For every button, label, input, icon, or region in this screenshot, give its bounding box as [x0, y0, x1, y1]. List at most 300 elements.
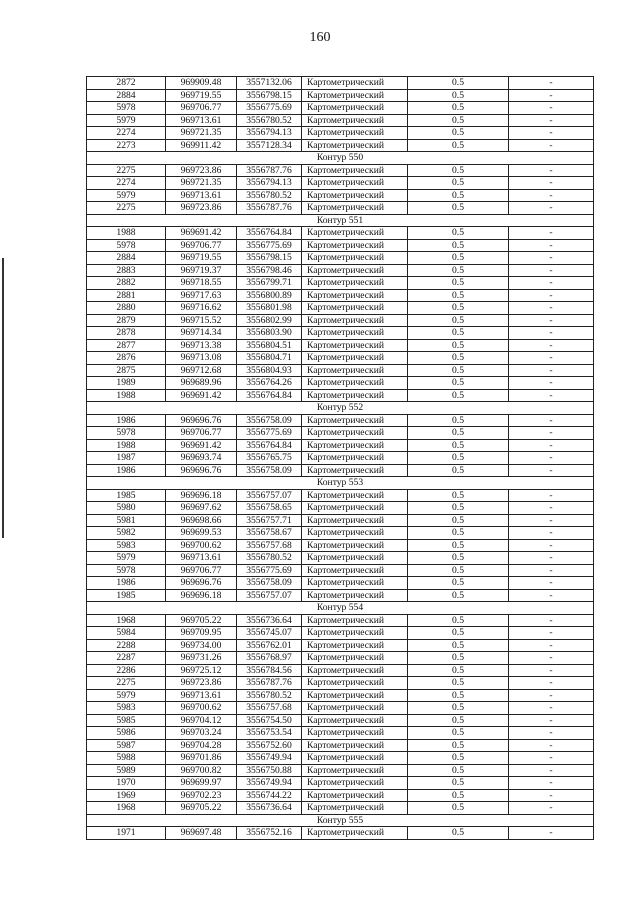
y-coordinate-cell: 3556757.71: [237, 514, 302, 527]
method-cell: Картометрический: [302, 589, 408, 602]
x-coordinate-cell: 969696.18: [166, 489, 237, 502]
method-cell: Картометрический: [302, 714, 408, 727]
point-number-cell: 2286: [87, 664, 166, 677]
description-cell: -: [509, 827, 594, 840]
method-cell: Картометрический: [302, 139, 408, 152]
method-cell: Картометрический: [302, 489, 408, 502]
x-coordinate-cell: 969713.38: [166, 339, 237, 352]
method-cell: Картометрический: [302, 439, 408, 452]
y-coordinate-cell: 3556775.69: [237, 102, 302, 115]
method-cell: Картометрический: [302, 164, 408, 177]
description-cell: -: [509, 689, 594, 702]
point-number-cell: 1970: [87, 777, 166, 790]
accuracy-cell: 0.5: [408, 177, 509, 190]
point-number-cell: 1971: [87, 827, 166, 840]
description-cell: -: [509, 339, 594, 352]
y-coordinate-cell: 3556775.69: [237, 564, 302, 577]
point-number-cell: 5989: [87, 764, 166, 777]
description-cell: -: [509, 514, 594, 527]
x-coordinate-cell: 969702.23: [166, 789, 237, 802]
x-coordinate-cell: 969716.62: [166, 302, 237, 315]
y-coordinate-cell: 3556736.64: [237, 614, 302, 627]
x-coordinate-cell: 969700.62: [166, 539, 237, 552]
x-coordinate-cell: 969698.66: [166, 514, 237, 527]
method-cell: Картометрический: [302, 827, 408, 840]
table-row: [87, 664, 594, 677]
x-coordinate-cell: 969696.76: [166, 577, 237, 590]
y-coordinate-cell: 3556764.84: [237, 439, 302, 452]
point-number-cell: 2875: [87, 364, 166, 377]
y-coordinate-cell: 3556775.69: [237, 239, 302, 252]
description-cell: -: [509, 802, 594, 815]
y-coordinate-cell: 3556798.15: [237, 89, 302, 102]
method-cell: Картометрический: [302, 652, 408, 665]
description-cell: -: [509, 739, 594, 752]
coordinates-table-wrapper: [86, 76, 560, 840]
point-number-cell: 2275: [87, 202, 166, 215]
contour-header-row: [87, 214, 594, 227]
contour-header: Контур 554: [87, 602, 594, 615]
description-cell: -: [509, 777, 594, 790]
table-row: [87, 102, 594, 115]
method-cell: Картометрический: [302, 764, 408, 777]
point-number-cell: 2884: [87, 252, 166, 265]
method-cell: Картометрический: [302, 427, 408, 440]
table-row: [87, 502, 594, 515]
description-cell: -: [509, 427, 594, 440]
table-row: [87, 552, 594, 565]
description-cell: -: [509, 127, 594, 140]
accuracy-cell: 0.5: [408, 102, 509, 115]
x-coordinate-cell: 969723.86: [166, 202, 237, 215]
accuracy-cell: 0.5: [408, 114, 509, 127]
description-cell: -: [509, 439, 594, 452]
description-cell: -: [509, 177, 594, 190]
page-number: 160: [309, 30, 331, 45]
point-number-cell: 1985: [87, 489, 166, 502]
method-cell: Картометрический: [302, 577, 408, 590]
x-coordinate-cell: 969700.62: [166, 702, 237, 715]
method-cell: Картометрический: [302, 739, 408, 752]
method-cell: Картометрический: [302, 777, 408, 790]
y-coordinate-cell: 3556758.09: [237, 414, 302, 427]
accuracy-cell: 0.5: [408, 677, 509, 690]
method-cell: Картометрический: [302, 639, 408, 652]
table-row: [87, 364, 594, 377]
description-cell: -: [509, 277, 594, 290]
y-coordinate-cell: 3556744.22: [237, 789, 302, 802]
point-number-cell: 1968: [87, 802, 166, 815]
y-coordinate-cell: 3556764.26: [237, 377, 302, 390]
method-cell: Картометрический: [302, 177, 408, 190]
x-coordinate-cell: 969709.95: [166, 627, 237, 640]
table-row: [87, 777, 594, 790]
y-coordinate-cell: 3556798.46: [237, 264, 302, 277]
accuracy-cell: 0.5: [408, 564, 509, 577]
point-number-cell: 5978: [87, 239, 166, 252]
point-number-cell: 2275: [87, 677, 166, 690]
method-cell: Картометрический: [302, 614, 408, 627]
table-row: [87, 89, 594, 102]
point-number-cell: 5979: [87, 689, 166, 702]
point-number-cell: 2877: [87, 339, 166, 352]
point-number-cell: 5978: [87, 564, 166, 577]
accuracy-cell: 0.5: [408, 439, 509, 452]
x-coordinate-cell: 969703.24: [166, 727, 237, 740]
y-coordinate-cell: 3556804.51: [237, 339, 302, 352]
x-coordinate-cell: 969705.22: [166, 802, 237, 815]
method-cell: Картометрический: [302, 264, 408, 277]
table-row: [87, 652, 594, 665]
method-cell: Картометрический: [302, 227, 408, 240]
point-number-cell: 5979: [87, 552, 166, 565]
point-number-cell: 1987: [87, 452, 166, 465]
accuracy-cell: 0.5: [408, 764, 509, 777]
table-row: [87, 239, 594, 252]
accuracy-cell: 0.5: [408, 464, 509, 477]
method-cell: Картометрический: [302, 502, 408, 515]
method-cell: Картометрический: [302, 77, 408, 90]
table-row: [87, 302, 594, 315]
point-number-cell: 5983: [87, 702, 166, 715]
table-row: [87, 752, 594, 765]
x-coordinate-cell: 969704.28: [166, 739, 237, 752]
x-coordinate-cell: 969713.61: [166, 689, 237, 702]
accuracy-cell: 0.5: [408, 314, 509, 327]
accuracy-cell: 0.5: [408, 727, 509, 740]
accuracy-cell: 0.5: [408, 827, 509, 840]
table-row: [87, 564, 594, 577]
x-coordinate-cell: 969691.42: [166, 439, 237, 452]
description-cell: -: [509, 639, 594, 652]
point-number-cell: 1988: [87, 439, 166, 452]
method-cell: Картометрический: [302, 689, 408, 702]
y-coordinate-cell: 3556768.97: [237, 652, 302, 665]
y-coordinate-cell: 3556757.68: [237, 702, 302, 715]
y-coordinate-cell: 3556749.94: [237, 777, 302, 790]
accuracy-cell: 0.5: [408, 664, 509, 677]
y-coordinate-cell: 3556780.52: [237, 689, 302, 702]
y-coordinate-cell: 3556798.15: [237, 252, 302, 265]
point-number-cell: 5983: [87, 539, 166, 552]
description-cell: -: [509, 264, 594, 277]
x-coordinate-cell: 969717.63: [166, 289, 237, 302]
accuracy-cell: 0.5: [408, 414, 509, 427]
contour-header-row: [87, 402, 594, 415]
point-number-cell: 2878: [87, 327, 166, 340]
method-cell: Картометрический: [302, 702, 408, 715]
table-row: [87, 514, 594, 527]
description-cell: -: [509, 139, 594, 152]
contour-header: Контур 555: [87, 814, 594, 827]
table-row: [87, 389, 594, 402]
description-cell: -: [509, 239, 594, 252]
table-row: [87, 464, 594, 477]
table-row: [87, 627, 594, 640]
x-coordinate-cell: 969719.55: [166, 89, 237, 102]
description-cell: -: [509, 789, 594, 802]
table-row: [87, 727, 594, 740]
x-coordinate-cell: 969693.74: [166, 452, 237, 465]
table-row: [87, 589, 594, 602]
description-cell: -: [509, 764, 594, 777]
table-row: [87, 827, 594, 840]
description-cell: -: [509, 189, 594, 202]
description-cell: -: [509, 452, 594, 465]
point-number-cell: 2275: [87, 164, 166, 177]
method-cell: Картометрический: [302, 377, 408, 390]
y-coordinate-cell: 3556757.68: [237, 539, 302, 552]
point-number-cell: 5980: [87, 502, 166, 515]
x-coordinate-cell: 969725.12: [166, 664, 237, 677]
y-coordinate-cell: 3556745.07: [237, 627, 302, 640]
method-cell: Картометрический: [302, 514, 408, 527]
accuracy-cell: 0.5: [408, 164, 509, 177]
table-row: [87, 639, 594, 652]
accuracy-cell: 0.5: [408, 364, 509, 377]
point-number-cell: 2883: [87, 264, 166, 277]
y-coordinate-cell: 3556794.13: [237, 177, 302, 190]
accuracy-cell: 0.5: [408, 452, 509, 465]
accuracy-cell: 0.5: [408, 802, 509, 815]
description-cell: -: [509, 727, 594, 740]
contour-header: Контур 552: [87, 402, 594, 415]
accuracy-cell: 0.5: [408, 327, 509, 340]
x-coordinate-cell: 969723.86: [166, 677, 237, 690]
point-number-cell: 2274: [87, 177, 166, 190]
x-coordinate-cell: 969714.34: [166, 327, 237, 340]
table-row: [87, 164, 594, 177]
y-coordinate-cell: 3556801.98: [237, 302, 302, 315]
y-coordinate-cell: 3556752.60: [237, 739, 302, 752]
coordinates-table: [86, 76, 594, 840]
accuracy-cell: 0.5: [408, 202, 509, 215]
table-row: [87, 227, 594, 240]
y-coordinate-cell: 3556749.94: [237, 752, 302, 765]
x-coordinate-cell: 969723.86: [166, 164, 237, 177]
accuracy-cell: 0.5: [408, 639, 509, 652]
point-number-cell: 2879: [87, 314, 166, 327]
point-number-cell: 1968: [87, 614, 166, 627]
point-number-cell: 5984: [87, 627, 166, 640]
description-cell: -: [509, 677, 594, 690]
y-coordinate-cell: 3556802.99: [237, 314, 302, 327]
contour-header-row: [87, 152, 594, 165]
x-coordinate-cell: 969689.96: [166, 377, 237, 390]
description-cell: -: [509, 664, 594, 677]
x-coordinate-cell: 969697.48: [166, 827, 237, 840]
method-cell: Картометрический: [302, 564, 408, 577]
table-row: [87, 539, 594, 552]
table-row: [87, 702, 594, 715]
contour-header: Контур 550: [87, 152, 594, 165]
description-cell: -: [509, 227, 594, 240]
method-cell: Картометрический: [302, 327, 408, 340]
x-coordinate-cell: 969734.00: [166, 639, 237, 652]
accuracy-cell: 0.5: [408, 77, 509, 90]
description-cell: -: [509, 252, 594, 265]
accuracy-cell: 0.5: [408, 614, 509, 627]
x-coordinate-cell: 969696.18: [166, 589, 237, 602]
table-row: [87, 614, 594, 627]
table-row: [87, 77, 594, 90]
method-cell: Картометрический: [302, 527, 408, 540]
method-cell: Картометрический: [302, 802, 408, 815]
x-coordinate-cell: 969706.77: [166, 102, 237, 115]
method-cell: Картометрический: [302, 414, 408, 427]
accuracy-cell: 0.5: [408, 264, 509, 277]
contour-header-row: [87, 602, 594, 615]
accuracy-cell: 0.5: [408, 739, 509, 752]
accuracy-cell: 0.5: [408, 689, 509, 702]
table-row: [87, 427, 594, 440]
x-coordinate-cell: 969713.61: [166, 189, 237, 202]
accuracy-cell: 0.5: [408, 502, 509, 515]
accuracy-cell: 0.5: [408, 377, 509, 390]
accuracy-cell: 0.5: [408, 777, 509, 790]
description-cell: -: [509, 627, 594, 640]
point-number-cell: 2288: [87, 639, 166, 652]
x-coordinate-cell: 969706.77: [166, 239, 237, 252]
accuracy-cell: 0.5: [408, 752, 509, 765]
x-coordinate-cell: 969696.76: [166, 464, 237, 477]
x-coordinate-cell: 969721.35: [166, 127, 237, 140]
description-cell: -: [509, 352, 594, 365]
y-coordinate-cell: 3556800.89: [237, 289, 302, 302]
x-coordinate-cell: 969700.82: [166, 764, 237, 777]
method-cell: Картометрический: [302, 239, 408, 252]
y-coordinate-cell: 3556750.88: [237, 764, 302, 777]
point-number-cell: 5988: [87, 752, 166, 765]
x-coordinate-cell: 969911.42: [166, 139, 237, 152]
description-cell: -: [509, 527, 594, 540]
accuracy-cell: 0.5: [408, 652, 509, 665]
description-cell: -: [509, 577, 594, 590]
method-cell: Картометрический: [302, 289, 408, 302]
description-cell: -: [509, 702, 594, 715]
description-cell: -: [509, 752, 594, 765]
y-coordinate-cell: 3556757.07: [237, 489, 302, 502]
x-coordinate-cell: 969706.77: [166, 427, 237, 440]
point-number-cell: 2884: [87, 89, 166, 102]
method-cell: Картометрический: [302, 552, 408, 565]
x-coordinate-cell: 969721.35: [166, 177, 237, 190]
accuracy-cell: 0.5: [408, 352, 509, 365]
accuracy-cell: 0.5: [408, 252, 509, 265]
method-cell: Картометрический: [302, 102, 408, 115]
accuracy-cell: 0.5: [408, 189, 509, 202]
table-row: [87, 689, 594, 702]
y-coordinate-cell: 3556736.64: [237, 802, 302, 815]
description-cell: -: [509, 564, 594, 577]
x-coordinate-cell: 969719.37: [166, 264, 237, 277]
accuracy-cell: 0.5: [408, 589, 509, 602]
method-cell: Картометрический: [302, 114, 408, 127]
table-row: [87, 189, 594, 202]
description-cell: -: [509, 589, 594, 602]
point-number-cell: 5979: [87, 189, 166, 202]
x-coordinate-cell: 969691.42: [166, 389, 237, 402]
point-number-cell: 2872: [87, 77, 166, 90]
point-number-cell: 1989: [87, 377, 166, 390]
x-coordinate-cell: 969696.76: [166, 414, 237, 427]
x-coordinate-cell: 969691.42: [166, 227, 237, 240]
point-number-cell: 1988: [87, 227, 166, 240]
x-coordinate-cell: 969715.52: [166, 314, 237, 327]
accuracy-cell: 0.5: [408, 539, 509, 552]
accuracy-cell: 0.5: [408, 239, 509, 252]
y-coordinate-cell: 3556758.67: [237, 527, 302, 540]
point-number-cell: 1969: [87, 789, 166, 802]
point-number-cell: 5985: [87, 714, 166, 727]
method-cell: Картометрический: [302, 339, 408, 352]
method-cell: Картометрический: [302, 277, 408, 290]
table-row: [87, 677, 594, 690]
description-cell: -: [509, 539, 594, 552]
table-row: [87, 527, 594, 540]
accuracy-cell: 0.5: [408, 427, 509, 440]
accuracy-cell: 0.5: [408, 302, 509, 315]
y-coordinate-cell: 3556803.90: [237, 327, 302, 340]
x-coordinate-cell: 969713.61: [166, 552, 237, 565]
description-cell: -: [509, 652, 594, 665]
table-row: [87, 489, 594, 502]
accuracy-cell: 0.5: [408, 289, 509, 302]
method-cell: Картометрический: [302, 727, 408, 740]
x-coordinate-cell: 969697.62: [166, 502, 237, 515]
table-row: [87, 439, 594, 452]
contour-header: Контур 551: [87, 214, 594, 227]
description-cell: -: [509, 502, 594, 515]
y-coordinate-cell: 3556784.56: [237, 664, 302, 677]
y-coordinate-cell: 3556794.13: [237, 127, 302, 140]
y-coordinate-cell: 3556799.71: [237, 277, 302, 290]
method-cell: Картометрический: [302, 539, 408, 552]
y-coordinate-cell: 3556780.52: [237, 552, 302, 565]
accuracy-cell: 0.5: [408, 577, 509, 590]
y-coordinate-cell: 3556804.93: [237, 364, 302, 377]
accuracy-cell: 0.5: [408, 714, 509, 727]
x-coordinate-cell: 969909.48: [166, 77, 237, 90]
point-number-cell: 2876: [87, 352, 166, 365]
table-row: [87, 289, 594, 302]
x-coordinate-cell: 969699.97: [166, 777, 237, 790]
x-coordinate-cell: 969706.77: [166, 564, 237, 577]
x-coordinate-cell: 969718.55: [166, 277, 237, 290]
point-number-cell: 2882: [87, 277, 166, 290]
description-cell: -: [509, 714, 594, 727]
method-cell: Картометрический: [302, 752, 408, 765]
point-number-cell: 1985: [87, 589, 166, 602]
accuracy-cell: 0.5: [408, 89, 509, 102]
y-coordinate-cell: 3556758.65: [237, 502, 302, 515]
description-cell: -: [509, 164, 594, 177]
table-row: [87, 127, 594, 140]
point-number-cell: 2881: [87, 289, 166, 302]
table-row: [87, 789, 594, 802]
method-cell: Картометрический: [302, 314, 408, 327]
point-number-cell: 5987: [87, 739, 166, 752]
point-number-cell: 5978: [87, 427, 166, 440]
y-coordinate-cell: 3556758.09: [237, 577, 302, 590]
y-coordinate-cell: 3556758.09: [237, 464, 302, 477]
x-coordinate-cell: 969704.12: [166, 714, 237, 727]
y-coordinate-cell: 3556765.75: [237, 452, 302, 465]
point-number-cell: 1986: [87, 577, 166, 590]
y-coordinate-cell: 3556754.50: [237, 714, 302, 727]
y-coordinate-cell: 3556752.16: [237, 827, 302, 840]
accuracy-cell: 0.5: [408, 627, 509, 640]
